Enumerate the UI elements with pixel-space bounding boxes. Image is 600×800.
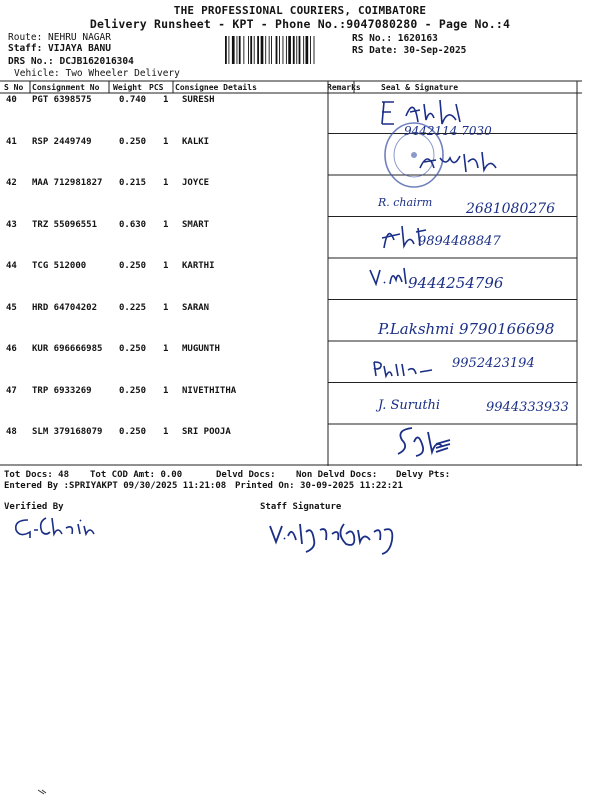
company-title: THE PROFESSIONAL COURIERS, COIMBATORE [173,4,427,17]
row-pcs: 1 [163,302,169,313]
handwritten-row-45: P.Lakshmi 9790166698 [378,320,555,338]
staff-label: Staff: VIJAYA BANU [8,43,111,54]
row-sno: 46 [6,344,17,354]
row-consignment-no: SLM 379168079 [32,427,103,437]
handwritten-phone-46: 9952423194 [452,356,535,371]
row-sno: 40 [6,95,17,105]
signature-row-41 [416,146,506,176]
delivery-points: Delvy Pts: [396,470,451,480]
row-consignee: KALKI [182,136,210,147]
row-pcs: 1 [163,136,169,147]
entered-by: Entered By :SPRIYAKPT 09/30/2025 11:21:08 [4,481,227,491]
col-sno: S No [4,83,24,92]
col-consignment: Consignment No [32,83,100,92]
delivered-docs: Delvd Docs: [216,470,276,480]
runsheet-subtitle: Delivery Runsheet - KPT - Phone No.:9047080280 - Page No.:4 [89,17,511,31]
row-pcs: 1 [163,427,169,437]
row-consignment-no: HRD 64704202 [32,302,98,313]
handwritten-phone-47: 9944333933 [486,400,569,415]
row-pcs: 1 [163,385,169,396]
col-seal: Seal & Signature [381,83,459,92]
signature-row-48 [392,422,454,460]
row-consignee: JOYCE [182,178,210,188]
col-remarks: Remarks [327,83,361,92]
row-consignment-no: RSP 2449749 [32,136,92,147]
staff-signature-label: Staff Signature [260,502,342,512]
total-cod-amount: Tot COD Amt: 0.00 [90,470,183,480]
row-weight: 0.215 [119,178,147,188]
col-weight: Weight [113,83,142,92]
row-consignee: MUGUNTH [182,344,220,354]
verifier-signature [12,514,104,540]
row-pcs: 1 [163,344,169,354]
row-sno: 47 [6,385,17,396]
row-consignment-no: TRP 6933269 [32,385,92,396]
row-consignment-no: TRZ 55096551 [32,219,98,230]
row-weight: 0.250 [119,344,147,354]
barcode [224,36,349,64]
row-sno: 44 [6,261,17,271]
scan-speck [36,788,50,796]
row-consignee: KARTHI [182,261,215,271]
row-sno: 42 [6,178,17,188]
row-sno: 45 [6,302,17,313]
row-consignment-no: MAA 712981827 [32,178,103,188]
verified-by-label: Verified By [4,502,64,512]
col-consignee: Consignee Details [175,83,257,92]
row-weight: 0.250 [119,427,147,437]
row-pcs: 1 [163,95,169,105]
row-pcs: 1 [163,261,169,271]
handwritten-name-42: R. chairm [378,196,433,209]
row-weight: 0.630 [119,219,147,230]
handwritten-phone-44: 9444254796 [408,274,504,292]
row-consignment-no: TCG 512000 [32,261,87,271]
row-weight: 0.250 [119,136,147,147]
row-consignee: NIVETHITHA [182,385,237,396]
signature-row-46 [370,358,438,380]
row-consignment-no: PGT 6398575 [32,95,92,105]
handwritten-phone-42: 2681080276 [466,201,556,217]
row-weight: 0.250 [119,261,147,271]
rs-number: RS No.: 1620163 [352,33,438,44]
route-label: Route: NEHRU NAGAR [8,32,111,43]
signature-row-44 [366,264,410,288]
row-consignee: SURESH [182,95,215,105]
row-weight: 0.250 [119,385,147,396]
printed-on: Printed On: 30-09-2025 11:22:21 [235,481,403,491]
total-docs: Tot Docs: 48 [4,470,70,480]
row-weight: 0.740 [119,95,147,105]
handwritten-phone-40: 9442114 7030 [404,124,492,138]
non-delivered-docs: Non Delvd Docs: [296,470,378,480]
row-pcs: 1 [163,178,169,188]
row-consignment-no: KUR 696666985 [32,344,103,354]
drs-label: DRS No.: DCJB162016304 [8,56,134,67]
col-pcs: PCS [149,83,164,92]
row-weight: 0.225 [119,302,147,313]
staff-signature [266,518,414,558]
row-sno: 41 [6,136,17,147]
rs-date: RS Date: 30-Sep-2025 [352,45,467,56]
row-sno: 48 [6,427,17,437]
row-sno: 43 [6,219,17,230]
handwritten-phone-43: 9894488847 [418,234,501,249]
vehicle-label: Vehicle: Two Wheeler Delivery [14,68,180,79]
row-pcs: 1 [163,219,169,230]
handwritten-name-47: J. Suruthi [378,398,441,413]
row-consignee: SMART [182,219,210,230]
row-consignee: SARAN [182,302,210,313]
row-consignee: SRI POOJA [182,427,231,437]
